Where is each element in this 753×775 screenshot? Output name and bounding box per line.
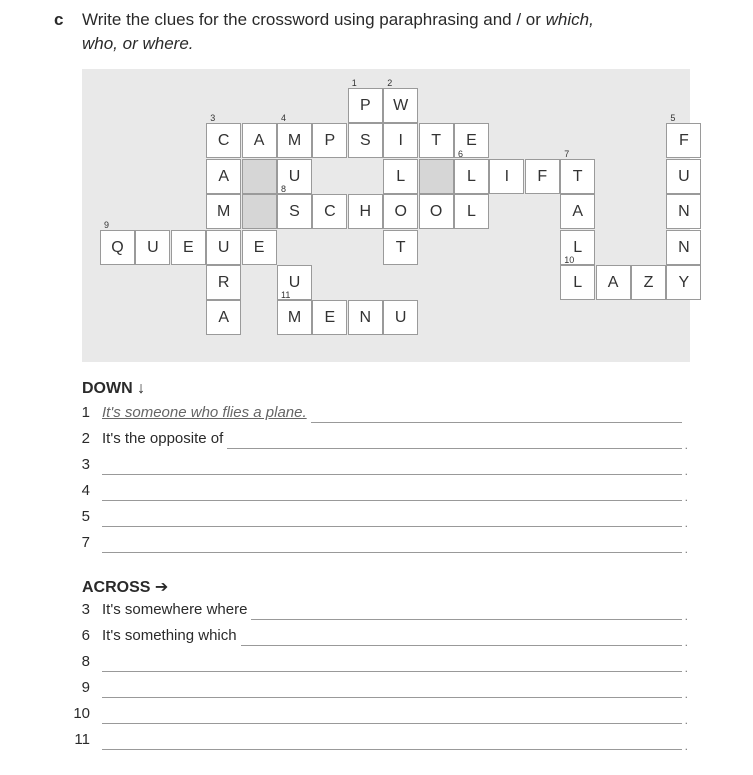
cell-letter: E [466, 132, 477, 150]
crossword-cell[interactable] [419, 123, 454, 158]
cell-letter: I [398, 132, 403, 150]
clue-num: 4 [81, 482, 90, 499]
cell-letter: E [182, 238, 194, 256]
cell-letter: U [394, 309, 407, 327]
crossword-cell[interactable] [206, 300, 241, 335]
crossword-cell[interactable] [206, 194, 241, 229]
cell-letter: N [359, 309, 372, 327]
cell-letter: A [218, 309, 230, 327]
clue-number: 11 [281, 290, 291, 301]
cell-letter: L [573, 238, 583, 256]
exercise-instruction [82, 8, 712, 56]
answer-line[interactable] [102, 474, 682, 475]
cell-letter: T [572, 167, 583, 185]
cell-letter: O [429, 203, 443, 221]
across-clue-row [70, 653, 690, 675]
instruction-part-1: Write the clues for the crossword using paraphrasing and / or [82, 10, 546, 29]
clue-number: 3 [210, 113, 216, 124]
crossword-cell[interactable] [100, 219, 135, 265]
cell-letter: O [394, 203, 407, 221]
crossword-cell[interactable] [454, 194, 489, 229]
across-clue-row [70, 679, 690, 701]
clue-number: 4 [281, 113, 287, 124]
clue-num: 5 [81, 508, 90, 525]
cell-letter: C [324, 203, 336, 221]
crossword-cell[interactable] [242, 230, 277, 265]
clue-number: 1 [351, 78, 357, 88]
clue-num: 11 [74, 731, 90, 748]
crossword-cell[interactable] [242, 159, 277, 194]
clue-number: 2 [387, 78, 393, 88]
crossword-cell[interactable] [383, 159, 418, 194]
cell-letter: N [678, 203, 690, 221]
answer-line[interactable] [102, 749, 682, 750]
down-arrow-icon: ↓ [137, 380, 146, 397]
down-clue-row [70, 482, 690, 504]
line-end-dot: . [684, 464, 688, 478]
crossword-cell[interactable] [454, 148, 489, 194]
cell-letter: S [289, 203, 300, 221]
crossword-cell[interactable] [312, 300, 347, 335]
crossword-cell[interactable] [666, 265, 701, 300]
crossword-cell[interactable] [383, 123, 418, 158]
answer-line[interactable] [251, 619, 682, 620]
crossword-cell[interactable] [277, 290, 312, 335]
crossword-cell[interactable] [348, 194, 383, 229]
clue-num: 3 [81, 601, 90, 618]
crossword-cell[interactable] [206, 265, 241, 300]
cell-letter: S [359, 132, 371, 150]
line-end-dot: . [684, 687, 688, 701]
down-heading [82, 380, 145, 398]
answer-line[interactable] [102, 552, 682, 553]
line-end-dot: . [684, 490, 688, 504]
cell-letter: A [572, 203, 584, 221]
crossword-cell[interactable] [135, 230, 170, 265]
clue-number: 7 [564, 148, 570, 159]
exercise-letter: c [54, 10, 64, 29]
cell-letter: A [253, 132, 265, 150]
across-clue-row [70, 601, 690, 623]
crossword-cell[interactable] [206, 159, 241, 194]
answer-line[interactable] [241, 645, 682, 646]
crossword-cell[interactable] [171, 230, 206, 265]
crossword-grid [82, 69, 690, 362]
answer-line[interactable] [311, 422, 682, 423]
cell-letter: Z [643, 274, 654, 291]
across-clue-row [70, 627, 690, 649]
cell-letter: N [678, 238, 690, 256]
cell-letter: L [467, 167, 476, 185]
crossword-cell[interactable] [525, 159, 560, 194]
crossword-cell[interactable] [312, 194, 347, 229]
line-end-dot: . [684, 438, 688, 452]
cell-letter: L [467, 203, 476, 221]
cell-letter: U [288, 167, 301, 185]
cell-letter: M [217, 203, 231, 221]
crossword-cell[interactable] [383, 300, 418, 335]
cell-letter: U [288, 274, 301, 291]
crossword-cell[interactable] [348, 300, 383, 335]
clue-num: 8 [81, 653, 90, 670]
across-heading [82, 577, 168, 597]
crossword-cell[interactable] [383, 78, 418, 123]
clue-num: 10 [73, 705, 90, 722]
clue-text: It's someone who flies a plane. [102, 404, 307, 421]
cell-letter: I [504, 167, 510, 185]
clue-number: 5 [670, 113, 676, 124]
down-clue-row [70, 534, 690, 556]
crossword-cell[interactable] [277, 113, 312, 158]
cell-letter: U [217, 238, 230, 256]
clue-num: 2 [81, 430, 90, 447]
cell-letter: U [678, 167, 690, 185]
cell-letter: F [537, 167, 548, 185]
crossword-cell[interactable] [383, 194, 418, 229]
crossword-cell[interactable] [383, 230, 418, 265]
clue-text: It's somewhere where [102, 601, 248, 618]
cell-letter: C [217, 132, 230, 150]
cell-letter: A [218, 167, 230, 185]
crossword-cell[interactable] [596, 265, 631, 300]
across-title: ACROSS [82, 579, 151, 596]
crossword-cell[interactable] [242, 194, 277, 229]
answer-line[interactable] [102, 723, 682, 724]
across-clue-row [70, 705, 690, 727]
crossword-cell[interactable] [666, 230, 701, 265]
line-end-dot: . [684, 739, 688, 753]
crossword-cell[interactable] [666, 113, 701, 158]
down-clue-row [70, 430, 690, 452]
clue-text: It's something which [102, 627, 237, 644]
crossword-cell[interactable] [560, 255, 595, 300]
cell-letter: M [287, 132, 302, 150]
line-end-dot: . [684, 713, 688, 727]
down-clue-row [70, 404, 690, 426]
clue-num: 6 [81, 627, 90, 644]
line-end-dot: . [684, 635, 688, 649]
clue-num: 9 [81, 679, 90, 696]
clue-num: 3 [81, 456, 90, 473]
crossword-cell[interactable] [560, 148, 595, 194]
line-end-dot: . [684, 516, 688, 530]
crossword-cell[interactable] [666, 194, 701, 229]
answer-line[interactable] [102, 671, 682, 672]
cell-letter: U [147, 238, 159, 256]
crossword-cell[interactable] [206, 113, 241, 158]
cell-letter: L [573, 274, 583, 291]
crossword-cell[interactable] [312, 123, 347, 158]
cell-letter: E [324, 309, 336, 327]
cell-letter: F [679, 132, 689, 150]
crossword-cell[interactable] [206, 230, 241, 265]
clue-number: 8 [281, 184, 287, 195]
cell-letter: H [359, 203, 372, 221]
clue-number: 6 [458, 148, 464, 159]
cell-letter: P [324, 132, 336, 150]
crossword-cell[interactable] [242, 123, 277, 158]
cell-letter: P [359, 97, 371, 114]
crossword-cell[interactable] [489, 159, 524, 194]
crossword-cell[interactable] [348, 123, 383, 158]
crossword-cell[interactable] [631, 265, 666, 300]
cell-letter: R [217, 274, 230, 291]
clue-text: It's the opposite of [102, 430, 224, 447]
line-end-dot: . [684, 542, 688, 556]
cell-letter: M [287, 309, 302, 327]
crossword-cell[interactable] [419, 159, 454, 194]
clue-num: 1 [81, 404, 90, 421]
across-arrow-icon: ➔ [154, 579, 169, 596]
down-clue-row [70, 508, 690, 530]
answer-line[interactable] [102, 500, 682, 501]
answer-line[interactable] [102, 526, 682, 527]
down-clue-row [70, 456, 690, 478]
cell-letter: Y [678, 274, 690, 291]
clue-num: 7 [81, 534, 90, 551]
clue-number: 10 [564, 255, 575, 265]
crossword-cell[interactable] [419, 194, 454, 229]
cell-letter: W [393, 97, 409, 114]
cell-letter: T [431, 132, 441, 150]
line-end-dot: . [684, 609, 688, 623]
down-title: DOWN [82, 380, 133, 397]
cell-letter: T [395, 238, 406, 256]
crossword-cell[interactable] [560, 194, 595, 229]
instruction-part-2: which, [545, 10, 594, 29]
crossword-cell[interactable] [277, 184, 312, 229]
answer-line[interactable] [102, 697, 682, 698]
cell-letter: A [607, 274, 619, 291]
cell-letter: E [253, 238, 265, 256]
across-clue-row [70, 731, 690, 753]
crossword-cell[interactable] [348, 78, 383, 123]
instruction-part-3: who, or where. [82, 34, 194, 53]
answer-line[interactable] [227, 448, 682, 449]
line-end-dot: . [684, 661, 688, 675]
clue-number: 9 [104, 219, 110, 230]
cell-letter: L [396, 167, 406, 185]
crossword-cell[interactable] [666, 159, 701, 194]
cell-letter: Q [111, 238, 124, 256]
